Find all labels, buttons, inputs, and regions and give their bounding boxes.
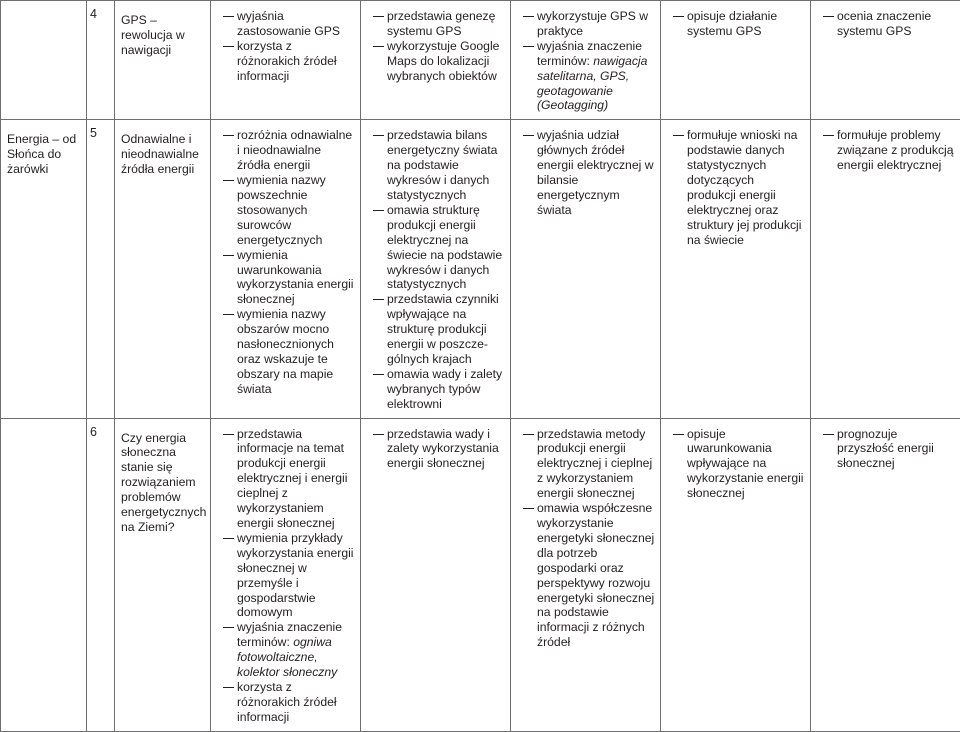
requirement-items: [367, 128, 506, 411]
topic-cell: [115, 1, 211, 120]
requirements-cell: [211, 120, 361, 418]
table-row: [1, 120, 960, 418]
requirements-cell: [811, 120, 960, 418]
topic-cell: [115, 418, 211, 731]
requirements-cell: [811, 1, 960, 120]
topic-text: Odnawialne i nieodnawialne źródła energii: [115, 120, 210, 183]
requirement-item: rozróżnia odnawialne i nieodnawialne źródła energii: [217, 128, 356, 173]
requirement-item: omawia strukturę produkcji energii elektrycznej na świecie na podstawie wykresów i danych statystycznych: [367, 203, 506, 292]
requirements-cell: [361, 120, 511, 418]
requirement-items: [817, 9, 956, 39]
requirements-list: [211, 120, 360, 402]
requirement-item: przedstawia wady i zalety wykorzystania energii słonecznej: [367, 427, 506, 472]
requirement-item: wyjaśnia znaczenie terminów: nawigacja satelitarna, GPS, geotagowanie (Geotagging): [517, 39, 656, 114]
requirement-item: wymienia uwarunkowania wykorzystania energii słonecznej: [217, 248, 356, 308]
requirements-cell: [661, 1, 811, 120]
requirement-item: formułuje wnioski na podstawie danych statystycznych dotyczących produkcji energii elektrycznej oraz struktury jej produkcji na świecie: [667, 128, 806, 247]
requirement-items: [517, 427, 656, 651]
section-label: [1, 419, 86, 437]
requirement-items: [217, 427, 356, 725]
requirement-item: wyjaśnia zastosowanie GPS: [217, 9, 356, 39]
requirement-items: [667, 128, 806, 247]
requirement-item: przedstawia bilans energetyczny świata na podstawie wykresów i danych statystycznych: [367, 128, 506, 203]
requirement-item: ocenia znaczenie systemu GPS: [817, 9, 956, 39]
requirement-item: formułuje problemy związane z produkcją energii elektrycznej: [817, 128, 956, 173]
requirement-items: [817, 427, 956, 472]
requirements-cell: [361, 418, 511, 731]
requirement-item: przedstawia czynniki wpływające na strukturę produkcji energii w poszcze-gólnych krajach: [367, 292, 506, 367]
requirements-list: [811, 1, 960, 45]
requirement-items: [667, 427, 806, 502]
table-row: [1, 418, 960, 731]
requirement-items: [817, 128, 956, 173]
requirements-list: [661, 120, 810, 253]
table-body: [1, 1, 960, 732]
requirement-items: [217, 9, 356, 84]
lesson-number-cell: [87, 418, 115, 731]
requirement-items: [217, 128, 356, 396]
requirement-items: [367, 427, 506, 472]
requirement-item: wyjaśnia udział głównych źródeł energii elektrycznej w bilansie energetycznym świata: [517, 128, 656, 217]
lesson-number-cell: [87, 1, 115, 120]
requirement-item: omawia współczesne wykorzystanie energetyki słonecznej dla potrzeb gospodarki oraz perspektywy rozwoju energetyki słonecznej na podstawie informacji z różnych źródeł: [517, 501, 656, 650]
requirements-list: [661, 419, 810, 508]
requirements-list: [211, 419, 360, 731]
requirement-item: przedstawia informacje na temat produkcji energii elektrycznej i energii cieplnej z wykorzystaniem energii słonecznej: [217, 427, 356, 531]
lesson-number: 6: [87, 419, 114, 440]
section-cell: [1, 418, 87, 731]
requirement-item: wymienia przykłady wykorzystania energii słonecznej w przemyśle i gospodarstwie domowym: [217, 531, 356, 620]
requirements-cell: [511, 120, 661, 418]
section-label: Energia – od Słońca do żarówki: [1, 120, 86, 183]
requirements-cell: [361, 1, 511, 120]
requirement-item: prognozuje przyszłość energii słonecznej: [817, 427, 956, 472]
topic-cell: [115, 120, 211, 418]
requirement-item: omawia wady i zalety wybranych typów elektrowni: [367, 367, 506, 412]
requirements-list: [511, 419, 660, 657]
requirement-item: opisuje uwarunkowania wpływające na wykorzystanie energii słonecznej: [667, 427, 806, 502]
requirement-item: wykorzystuje Google Maps do lokalizacji wybranych obiektów: [367, 39, 506, 84]
section-cell: [1, 120, 87, 418]
requirement-item: wykorzystuje GPS w praktyce: [517, 9, 656, 39]
requirement-items: [517, 9, 656, 113]
requirements-list: [211, 1, 360, 90]
requirements-list: [661, 1, 810, 45]
table-row: [1, 1, 960, 120]
requirements-cell: [661, 120, 811, 418]
requirements-cell: [811, 418, 960, 731]
requirement-item: wymienia nazwy powszechnie stosowanych surowców energetycznych: [217, 173, 356, 248]
requirement-items: [517, 128, 656, 217]
requirement-item: opisuje działanie systemu GPS: [667, 9, 806, 39]
requirements-cell: [511, 418, 661, 731]
lesson-number-cell: [87, 120, 115, 418]
requirements-list: [511, 1, 660, 119]
requirements-list: [811, 120, 960, 179]
section-cell: [1, 1, 87, 120]
requirement-item: przedstawia metody produkcji energii elektrycznej i cieplnej z wykorzystaniem energii słonecznej: [517, 427, 656, 502]
requirement-items: [667, 9, 806, 39]
requirement-item: korzysta z różnorakich źródeł informacji: [217, 39, 356, 84]
topic-text: Czy energia słoneczna stanie się rozwiązaniem problemów energetycznych na Ziemi?: [115, 419, 210, 541]
requirement-item: wymienia nazwy obszarów mocno nasłonecznionych oraz wskazuje te obszary na mapie świata: [217, 307, 356, 396]
requirement-items: [367, 9, 506, 84]
requirement-item: korzysta z różnorakich źródeł informacji: [217, 680, 356, 725]
requirements-cell: [661, 418, 811, 731]
requirements-cell: [211, 1, 361, 120]
requirements-cell: [211, 418, 361, 731]
requirement-item: wyjaśnia znaczenie terminów: ogniwa fotowoltaiczne, kolektor słoneczny: [217, 620, 356, 680]
requirements-list: [361, 419, 510, 478]
requirements-list: [361, 120, 510, 417]
requirements-list: [361, 1, 510, 90]
topic-text: GPS – rewolucja w nawigacji: [115, 1, 210, 64]
requirement-item: przedstawia genezę systemu GPS: [367, 9, 506, 39]
requirements-cell: [511, 1, 661, 120]
requirements-list: [511, 120, 660, 223]
requirements-list: [811, 419, 960, 478]
lesson-number: 4: [87, 1, 114, 22]
lesson-number: 5: [87, 120, 114, 141]
section-label: [1, 1, 86, 19]
